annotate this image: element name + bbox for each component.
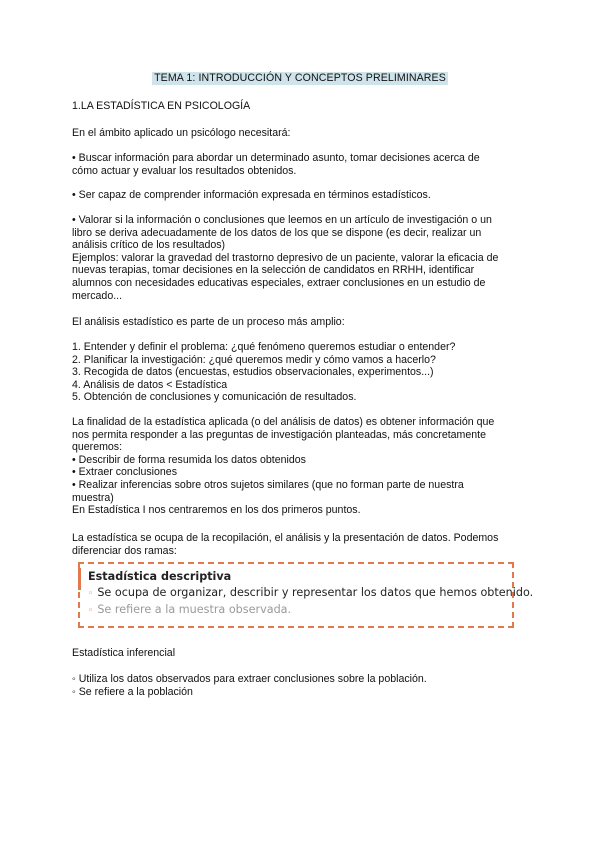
box-accent-bar — [78, 568, 81, 590]
circle-bullet-icon: ◦ — [88, 606, 94, 616]
descriptive-item-1-text: Se ocupa de organizar, describir y representar los datos que hemos obtenido. — [97, 586, 534, 599]
bullet-3 — [72, 214, 532, 302]
descriptive-statistics-box — [78, 562, 534, 628]
bullet-3-line-3: análisis crítico de los resultados) — [72, 239, 226, 252]
bullet-2-line-1: • Ser capaz de comprender información expresada en términos estadísticos. — [72, 189, 431, 201]
branches-intro — [72, 532, 532, 557]
bullet-3-line-2: libro se deriva adecuadamente de los datos de los que se dispone (es decir, realizar un — [72, 226, 482, 239]
purpose-line: En Estadística I nos centraremos en los dos primeros puntos. — [72, 504, 361, 517]
process-steps-list — [72, 341, 532, 404]
purpose-line: • Realizar inferencias sobre otros sujetos similares (que no forman parte de nuestra — [72, 478, 464, 491]
branches-line: La estadística se ocupa de la recopilación, el análisis y la presentación de datos. Podemos — [72, 532, 499, 544]
document-title: TEMA 1: INTRODUCCIÓN Y CONCEPTOS PRELIMINARES — [154, 72, 446, 84]
examples-line-4: mercado... — [72, 289, 123, 302]
inferential-heading: Estadística inferencial — [72, 647, 176, 659]
examples-line-1: Ejemplos: valorar la gravedad del trastorno depresivo de un paciente, valorar la eficacia de — [72, 251, 499, 264]
purpose-line: • Extraer conclusiones — [72, 466, 177, 479]
purpose-paragraph — [72, 416, 532, 517]
examples-line-3: alumnos con necesidades educativas especiales, extraer conclusiones en un estudio de — [72, 276, 486, 289]
bullet-3-line-1: • Valorar si la información o conclusiones que leemos en un artículo de investigación o un — [72, 214, 492, 226]
purpose-line: muestra) — [72, 491, 114, 504]
purpose-line: • Describir de forma resumida los datos obtenidos — [72, 453, 306, 466]
descriptive-item-2 — [88, 602, 291, 619]
purpose-line: nos permita responder a las preguntas de investigación planteadas, más concretamente — [72, 428, 486, 441]
bullet-1-line-1: • Buscar información para abordar un determinado asunto, tomar decisiones acerca de — [72, 152, 480, 164]
descriptive-item-2-text: Se refiere a la muestra observada. — [97, 603, 292, 616]
descriptive-item-1 — [88, 585, 533, 602]
bullet-1 — [72, 152, 532, 177]
descriptive-heading: Estadística descriptiva — [88, 570, 232, 583]
examples-line-2: nuevas terapias, tomar decisiones en la selección de candidatos en RRHH, identificar — [72, 264, 475, 277]
title-container — [0, 72, 600, 85]
inferential-list — [72, 673, 532, 698]
process-step: 2. Planificar la investigación: ¿qué queremos medir y cómo vamos a hacerlo? — [72, 353, 436, 366]
bullet-2 — [72, 189, 532, 202]
branches-line: diferenciar dos ramas: — [72, 544, 177, 557]
circle-bullet-icon: ◦ — [88, 589, 94, 599]
section-heading: 1.LA ESTADÍSTICA EN PSICOLOGÍA — [72, 100, 251, 112]
inferential-item: ◦ Utiliza los datos observados para extraer conclusiones sobre la población. — [72, 673, 427, 685]
process-intro: El análisis estadístico es parte de un proceso más amplio: — [72, 316, 345, 328]
inferential-item: ◦ Se refiere a la población — [72, 685, 193, 698]
bullet-1-line-2: cómo actuar y evaluar los resultados obtenidos. — [72, 164, 297, 177]
process-step: 1. Entender y definir el problema: ¿qué fenómeno queremos estudiar o entender? — [72, 341, 456, 353]
intro-paragraph: En el ámbito aplicado un psicólogo necesitará: — [72, 127, 291, 139]
purpose-line: queremos: — [72, 441, 123, 454]
process-step: 3. Recogida de datos (encuestas, estudios observacionales, experimentos...) — [72, 366, 434, 379]
process-step: 4. Análisis de datos < Estadística — [72, 378, 228, 391]
process-step: 5. Obtención de conclusiones y comunicación de resultados. — [72, 391, 357, 404]
purpose-line: La finalidad de la estadística aplicada (o del análisis de datos) es obtener información que — [72, 416, 495, 428]
